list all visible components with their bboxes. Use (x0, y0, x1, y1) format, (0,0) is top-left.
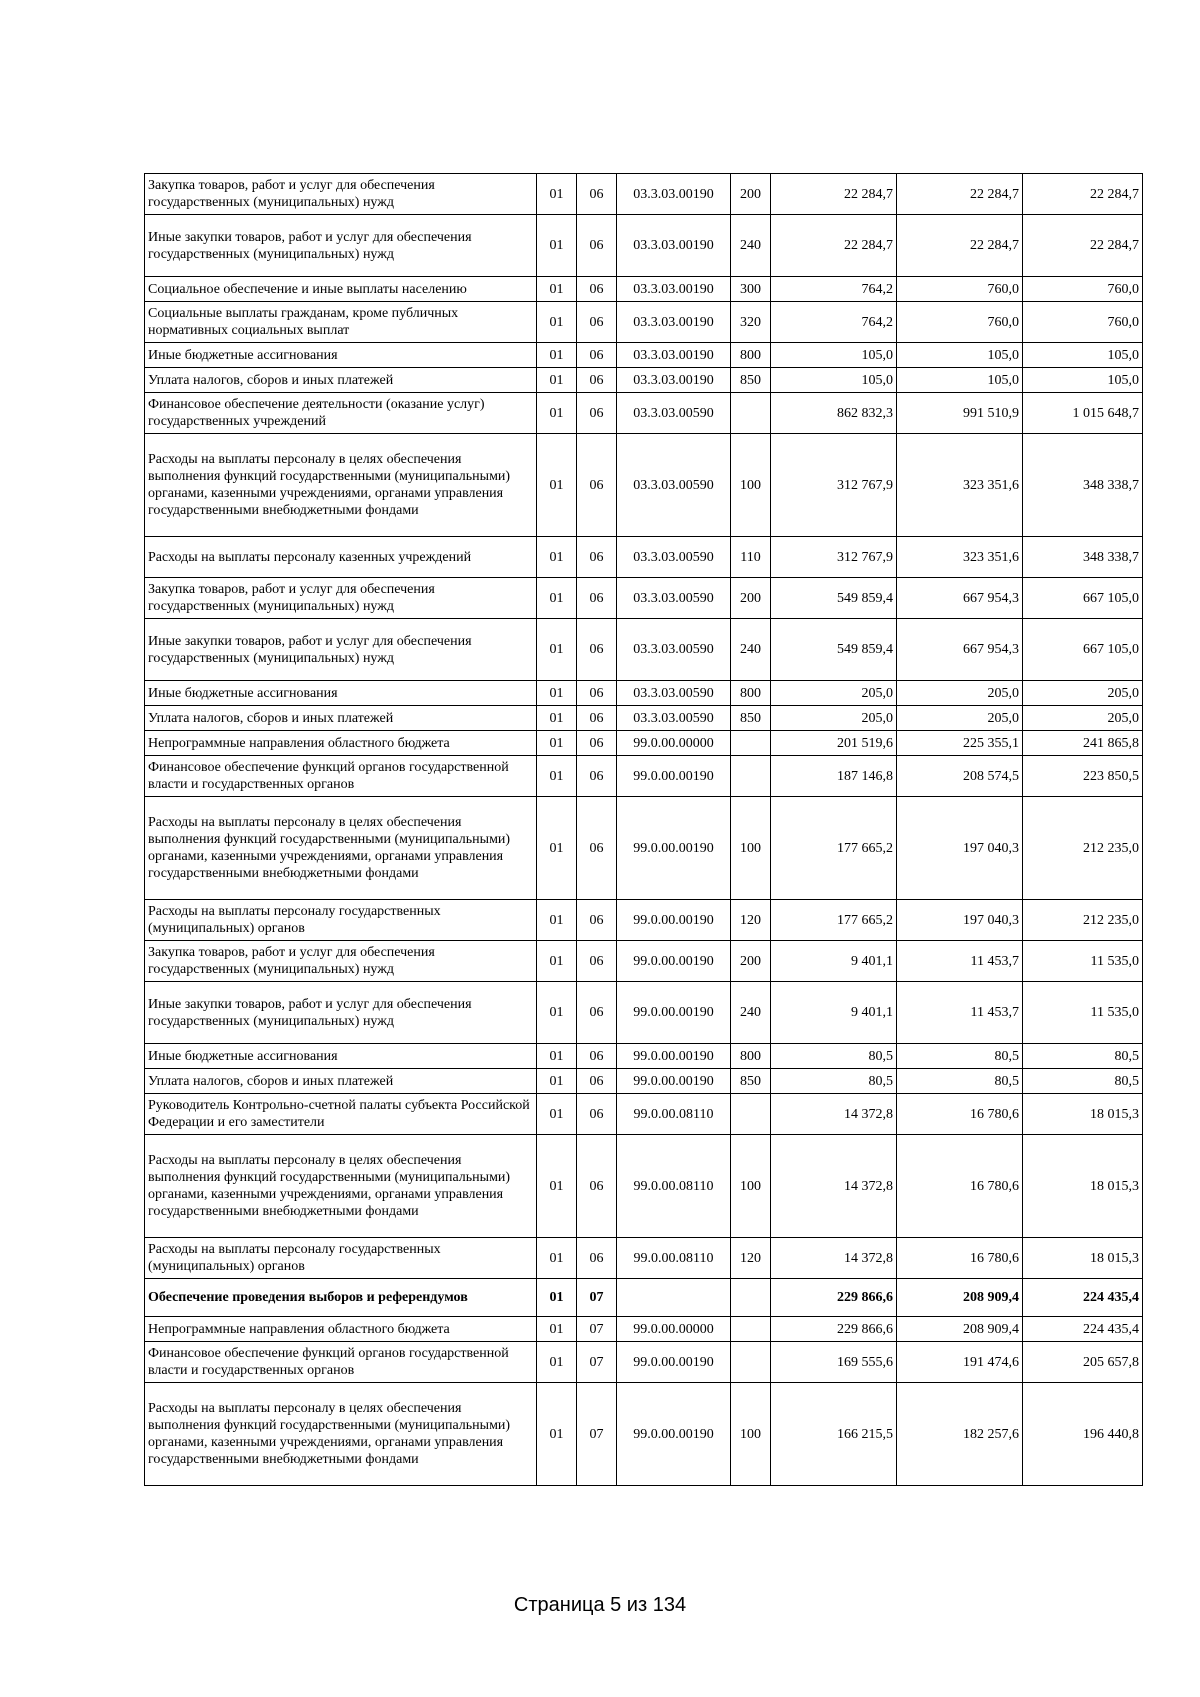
cell-amount-year-1: 105,0 (771, 343, 897, 368)
cell-amount-year-3: 205 657,8 (1023, 1342, 1143, 1383)
cell-amount-year-2: 225 355,1 (897, 731, 1023, 756)
cell-expense-type: 100 (731, 1383, 771, 1486)
cell-amount-year-3: 22 284,7 (1023, 174, 1143, 215)
cell-amount-year-1: 14 372,8 (771, 1094, 897, 1135)
cell-amount-year-2: 760,0 (897, 302, 1023, 343)
cell-subsection: 06 (577, 941, 617, 982)
cell-expense-type: 120 (731, 900, 771, 941)
cell-subsection: 06 (577, 393, 617, 434)
cell-amount-year-2: 105,0 (897, 368, 1023, 393)
cell-expense-type: 800 (731, 343, 771, 368)
cell-amount-year-3: 760,0 (1023, 277, 1143, 302)
cell-target-article: 03.3.03.00190 (617, 343, 731, 368)
cell-amount-year-1: 205,0 (771, 706, 897, 731)
cell-name: Закупка товаров, работ и услуг для обеспечения государственных (муниципальных) нужд (145, 578, 537, 619)
cell-expense-type (731, 731, 771, 756)
cell-section: 01 (537, 756, 577, 797)
cell-amount-year-3: 18 015,3 (1023, 1094, 1143, 1135)
cell-amount-year-2: 208 909,4 (897, 1317, 1023, 1342)
cell-expense-type: 240 (731, 619, 771, 681)
cell-name: Социальное обеспечение и иные выплаты населению (145, 277, 537, 302)
cell-expense-type: 200 (731, 174, 771, 215)
cell-amount-year-2: 205,0 (897, 681, 1023, 706)
cell-expense-type: 200 (731, 941, 771, 982)
cell-amount-year-2: 197 040,3 (897, 797, 1023, 900)
cell-target-article: 99.0.00.08110 (617, 1238, 731, 1279)
cell-section: 01 (537, 302, 577, 343)
cell-amount-year-3: 105,0 (1023, 343, 1143, 368)
cell-amount-year-1: 14 372,8 (771, 1135, 897, 1238)
cell-amount-year-1: 229 866,6 (771, 1279, 897, 1317)
cell-section: 01 (537, 900, 577, 941)
cell-expense-type: 320 (731, 302, 771, 343)
budget-table (144, 173, 1143, 1486)
cell-amount-year-2: 16 780,6 (897, 1094, 1023, 1135)
cell-section: 01 (537, 277, 577, 302)
cell-amount-year-1: 80,5 (771, 1044, 897, 1069)
cell-target-article: 03.3.03.00190 (617, 368, 731, 393)
cell-name: Закупка товаров, работ и услуг для обеспечения государственных (муниципальных) нужд (145, 174, 537, 215)
cell-target-article: 03.3.03.00190 (617, 174, 731, 215)
cell-section: 01 (537, 1069, 577, 1094)
cell-target-article: 03.3.03.00590 (617, 681, 731, 706)
cell-section: 01 (537, 1317, 577, 1342)
cell-amount-year-1: 862 832,3 (771, 393, 897, 434)
cell-amount-year-2: 80,5 (897, 1044, 1023, 1069)
cell-expense-type: 110 (731, 537, 771, 578)
table-row (145, 537, 1143, 578)
cell-subsection: 06 (577, 731, 617, 756)
cell-amount-year-3: 18 015,3 (1023, 1135, 1143, 1238)
cell-amount-year-2: 11 453,7 (897, 941, 1023, 982)
table-row (145, 434, 1143, 537)
cell-amount-year-2: 208 574,5 (897, 756, 1023, 797)
cell-amount-year-1: 9 401,1 (771, 982, 897, 1044)
table-row (145, 393, 1143, 434)
cell-amount-year-2: 667 954,3 (897, 578, 1023, 619)
cell-amount-year-1: 205,0 (771, 681, 897, 706)
table-row (145, 1279, 1143, 1317)
table-row (145, 1044, 1143, 1069)
cell-section: 01 (537, 343, 577, 368)
cell-amount-year-3: 760,0 (1023, 302, 1143, 343)
cell-amount-year-1: 187 146,8 (771, 756, 897, 797)
cell-name: Обеспечение проведения выборов и референдумов (145, 1279, 537, 1317)
cell-amount-year-1: 764,2 (771, 302, 897, 343)
table-row (145, 797, 1143, 900)
cell-expense-type: 100 (731, 797, 771, 900)
cell-target-article: 99.0.00.00190 (617, 1342, 731, 1383)
cell-amount-year-2: 667 954,3 (897, 619, 1023, 681)
cell-amount-year-3: 667 105,0 (1023, 578, 1143, 619)
cell-section: 01 (537, 1342, 577, 1383)
cell-subsection: 06 (577, 1044, 617, 1069)
cell-amount-year-3: 212 235,0 (1023, 797, 1143, 900)
cell-subsection: 06 (577, 797, 617, 900)
cell-section: 01 (537, 731, 577, 756)
cell-section: 01 (537, 681, 577, 706)
cell-amount-year-1: 177 665,2 (771, 797, 897, 900)
table-row (145, 277, 1143, 302)
cell-expense-type (731, 1279, 771, 1317)
cell-amount-year-1: 169 555,6 (771, 1342, 897, 1383)
cell-section: 01 (537, 1238, 577, 1279)
cell-subsection: 06 (577, 1238, 617, 1279)
cell-subsection: 07 (577, 1342, 617, 1383)
cell-subsection: 06 (577, 1094, 617, 1135)
cell-section: 01 (537, 1094, 577, 1135)
cell-name: Непрограммные направления областного бюджета (145, 731, 537, 756)
cell-amount-year-2: 191 474,6 (897, 1342, 1023, 1383)
cell-expense-type: 100 (731, 434, 771, 537)
cell-expense-type (731, 756, 771, 797)
table-row (145, 343, 1143, 368)
cell-subsection: 07 (577, 1317, 617, 1342)
cell-expense-type: 240 (731, 215, 771, 277)
cell-amount-year-1: 229 866,6 (771, 1317, 897, 1342)
cell-target-article: 03.3.03.00590 (617, 393, 731, 434)
cell-amount-year-1: 549 859,4 (771, 578, 897, 619)
cell-target-article: 03.3.03.00590 (617, 578, 731, 619)
cell-amount-year-2: 16 780,6 (897, 1135, 1023, 1238)
cell-section: 01 (537, 174, 577, 215)
cell-subsection: 06 (577, 706, 617, 731)
cell-section: 01 (537, 619, 577, 681)
cell-amount-year-3: 348 338,7 (1023, 434, 1143, 537)
cell-target-article (617, 1279, 731, 1317)
cell-name: Уплата налогов, сборов и иных платежей (145, 1069, 537, 1094)
cell-name: Расходы на выплаты персоналу в целях обеспечения выполнения функций государственными (муниципальными) органами, казенными учреждениями, органами управления государственными внебюджетными фондами (145, 797, 537, 900)
cell-section: 01 (537, 1044, 577, 1069)
cell-section: 01 (537, 215, 577, 277)
cell-amount-year-1: 105,0 (771, 368, 897, 393)
cell-section: 01 (537, 393, 577, 434)
cell-expense-type: 120 (731, 1238, 771, 1279)
cell-amount-year-2: 208 909,4 (897, 1279, 1023, 1317)
cell-amount-year-3: 105,0 (1023, 368, 1143, 393)
cell-amount-year-1: 22 284,7 (771, 174, 897, 215)
table-body (145, 174, 1143, 1486)
cell-subsection: 06 (577, 756, 617, 797)
cell-amount-year-3: 22 284,7 (1023, 215, 1143, 277)
cell-subsection: 06 (577, 215, 617, 277)
cell-target-article: 99.0.00.00190 (617, 797, 731, 900)
cell-name: Руководитель Контрольно-счетной палаты субъекта Российской Федерации и его заместители (145, 1094, 537, 1135)
table-row (145, 174, 1143, 215)
cell-section: 01 (537, 537, 577, 578)
cell-subsection: 06 (577, 368, 617, 393)
table-row (145, 215, 1143, 277)
table-row (145, 1135, 1143, 1238)
cell-name: Финансовое обеспечение функций органов государственной власти и государственных органов (145, 756, 537, 797)
cell-section: 01 (537, 368, 577, 393)
cell-target-article: 99.0.00.00190 (617, 756, 731, 797)
table-row (145, 1094, 1143, 1135)
cell-amount-year-3: 196 440,8 (1023, 1383, 1143, 1486)
cell-target-article: 03.3.03.00590 (617, 537, 731, 578)
cell-expense-type: 100 (731, 1135, 771, 1238)
cell-section: 01 (537, 578, 577, 619)
cell-subsection: 06 (577, 1135, 617, 1238)
cell-subsection: 06 (577, 982, 617, 1044)
cell-expense-type (731, 1342, 771, 1383)
cell-name: Непрограммные направления областного бюджета (145, 1317, 537, 1342)
cell-amount-year-1: 201 519,6 (771, 731, 897, 756)
cell-name: Расходы на выплаты персоналу государственных (муниципальных) органов (145, 900, 537, 941)
cell-amount-year-2: 991 510,9 (897, 393, 1023, 434)
cell-name: Уплата налогов, сборов и иных платежей (145, 706, 537, 731)
cell-amount-year-3: 348 338,7 (1023, 537, 1143, 578)
cell-name: Расходы на выплаты персоналу казенных учреждений (145, 537, 537, 578)
cell-amount-year-3: 241 865,8 (1023, 731, 1143, 756)
cell-target-article: 03.3.03.00590 (617, 434, 731, 537)
cell-amount-year-3: 223 850,5 (1023, 756, 1143, 797)
cell-target-article: 03.3.03.00590 (617, 619, 731, 681)
page-footer: Страница 5 из 134 (513, 1594, 687, 1616)
cell-subsection: 06 (577, 619, 617, 681)
cell-amount-year-3: 11 535,0 (1023, 941, 1143, 982)
cell-amount-year-1: 312 767,9 (771, 434, 897, 537)
table-row (145, 900, 1143, 941)
cell-amount-year-3: 205,0 (1023, 706, 1143, 731)
cell-amount-year-3: 1 015 648,7 (1023, 393, 1143, 434)
cell-target-article: 03.3.03.00190 (617, 302, 731, 343)
cell-subsection: 06 (577, 174, 617, 215)
cell-name: Иные закупки товаров, работ и услуг для обеспечения государственных (муниципальных) нужд (145, 982, 537, 1044)
cell-amount-year-2: 80,5 (897, 1069, 1023, 1094)
cell-amount-year-3: 224 435,4 (1023, 1279, 1143, 1317)
cell-name: Расходы на выплаты персоналу государственных (муниципальных) органов (145, 1238, 537, 1279)
table-row (145, 681, 1143, 706)
cell-amount-year-3: 11 535,0 (1023, 982, 1143, 1044)
cell-target-article: 03.3.03.00190 (617, 215, 731, 277)
cell-target-article: 99.0.00.00190 (617, 900, 731, 941)
cell-section: 01 (537, 1383, 577, 1486)
cell-name: Иные бюджетные ассигнования (145, 343, 537, 368)
cell-amount-year-1: 80,5 (771, 1069, 897, 1094)
cell-name: Финансовое обеспечение деятельности (оказание услуг) государственных учреждений (145, 393, 537, 434)
cell-target-article: 99.0.00.00190 (617, 1044, 731, 1069)
cell-expense-type (731, 393, 771, 434)
cell-expense-type (731, 1317, 771, 1342)
cell-amount-year-2: 22 284,7 (897, 174, 1023, 215)
cell-name: Иные закупки товаров, работ и услуг для обеспечения государственных (муниципальных) нужд (145, 619, 537, 681)
cell-subsection: 06 (577, 343, 617, 368)
cell-section: 01 (537, 434, 577, 537)
cell-amount-year-2: 323 351,6 (897, 434, 1023, 537)
cell-name: Финансовое обеспечение функций органов государственной власти и государственных органов (145, 1342, 537, 1383)
table-row (145, 756, 1143, 797)
cell-amount-year-1: 764,2 (771, 277, 897, 302)
table-row (145, 1238, 1143, 1279)
cell-subsection: 06 (577, 681, 617, 706)
cell-amount-year-2: 11 453,7 (897, 982, 1023, 1044)
cell-subsection: 06 (577, 302, 617, 343)
cell-target-article: 99.0.00.00190 (617, 1069, 731, 1094)
cell-section: 01 (537, 706, 577, 731)
cell-section: 01 (537, 941, 577, 982)
cell-expense-type: 850 (731, 706, 771, 731)
cell-amount-year-1: 22 284,7 (771, 215, 897, 277)
table-row (145, 1069, 1143, 1094)
cell-amount-year-3: 18 015,3 (1023, 1238, 1143, 1279)
cell-amount-year-2: 22 284,7 (897, 215, 1023, 277)
cell-name: Закупка товаров, работ и услуг для обеспечения государственных (муниципальных) нужд (145, 941, 537, 982)
table-row (145, 1342, 1143, 1383)
table-row (145, 1317, 1143, 1342)
cell-amount-year-3: 212 235,0 (1023, 900, 1143, 941)
cell-expense-type: 800 (731, 1044, 771, 1069)
cell-expense-type (731, 1094, 771, 1135)
cell-amount-year-2: 197 040,3 (897, 900, 1023, 941)
cell-name: Расходы на выплаты персоналу в целях обеспечения выполнения функций государственными (муниципальными) органами, казенными учреждениями, органами управления государственными внебюджетными фондами (145, 434, 537, 537)
cell-amount-year-3: 80,5 (1023, 1069, 1143, 1094)
table-row (145, 368, 1143, 393)
cell-target-article: 03.3.03.00190 (617, 277, 731, 302)
cell-amount-year-3: 667 105,0 (1023, 619, 1143, 681)
cell-amount-year-1: 14 372,8 (771, 1238, 897, 1279)
cell-amount-year-1: 9 401,1 (771, 941, 897, 982)
cell-name: Расходы на выплаты персоналу в целях обеспечения выполнения функций государственными (муниципальными) органами, казенными учреждениями, органами управления государственными внебюджетными фондами (145, 1383, 537, 1486)
cell-subsection: 06 (577, 578, 617, 619)
table-row (145, 578, 1143, 619)
cell-subsection: 06 (577, 277, 617, 302)
cell-name: Иные закупки товаров, работ и услуг для обеспечения государственных (муниципальных) нужд (145, 215, 537, 277)
cell-subsection: 06 (577, 434, 617, 537)
cell-target-article: 99.0.00.00000 (617, 1317, 731, 1342)
cell-expense-type: 200 (731, 578, 771, 619)
cell-subsection: 07 (577, 1279, 617, 1317)
table-row (145, 731, 1143, 756)
cell-amount-year-1: 177 665,2 (771, 900, 897, 941)
cell-amount-year-1: 312 767,9 (771, 537, 897, 578)
cell-target-article: 99.0.00.00190 (617, 982, 731, 1044)
cell-target-article: 99.0.00.00190 (617, 1383, 731, 1486)
cell-expense-type: 240 (731, 982, 771, 1044)
cell-expense-type: 300 (731, 277, 771, 302)
cell-target-article: 99.0.00.00000 (617, 731, 731, 756)
cell-name: Социальные выплаты гражданам, кроме публичных нормативных социальных выплат (145, 302, 537, 343)
cell-amount-year-2: 205,0 (897, 706, 1023, 731)
cell-amount-year-1: 166 215,5 (771, 1383, 897, 1486)
cell-expense-type: 850 (731, 1069, 771, 1094)
cell-amount-year-2: 760,0 (897, 277, 1023, 302)
cell-name: Уплата налогов, сборов и иных платежей (145, 368, 537, 393)
cell-amount-year-2: 182 257,6 (897, 1383, 1023, 1486)
cell-target-article: 99.0.00.08110 (617, 1135, 731, 1238)
cell-amount-year-2: 16 780,6 (897, 1238, 1023, 1279)
cell-target-article: 03.3.03.00590 (617, 706, 731, 731)
table-row (145, 619, 1143, 681)
cell-amount-year-3: 205,0 (1023, 681, 1143, 706)
cell-name: Расходы на выплаты персоналу в целях обеспечения выполнения функций государственными (муниципальными) органами, казенными учреждениями, органами управления государственными внебюджетными фондами (145, 1135, 537, 1238)
table-row (145, 1383, 1143, 1486)
cell-subsection: 06 (577, 900, 617, 941)
cell-subsection: 06 (577, 537, 617, 578)
cell-section: 01 (537, 982, 577, 1044)
cell-target-article: 99.0.00.00190 (617, 941, 731, 982)
table-row (145, 941, 1143, 982)
cell-section: 01 (537, 797, 577, 900)
cell-expense-type: 800 (731, 681, 771, 706)
cell-amount-year-3: 224 435,4 (1023, 1317, 1143, 1342)
table-row (145, 982, 1143, 1044)
cell-amount-year-3: 80,5 (1023, 1044, 1143, 1069)
cell-subsection: 06 (577, 1069, 617, 1094)
cell-expense-type: 850 (731, 368, 771, 393)
cell-name: Иные бюджетные ассигнования (145, 681, 537, 706)
cell-amount-year-2: 323 351,6 (897, 537, 1023, 578)
cell-amount-year-2: 105,0 (897, 343, 1023, 368)
table-row (145, 302, 1143, 343)
table-row (145, 706, 1143, 731)
cell-section: 01 (537, 1279, 577, 1317)
cell-section: 01 (537, 1135, 577, 1238)
cell-target-article: 99.0.00.08110 (617, 1094, 731, 1135)
cell-amount-year-1: 549 859,4 (771, 619, 897, 681)
cell-name: Иные бюджетные ассигнования (145, 1044, 537, 1069)
cell-subsection: 07 (577, 1383, 617, 1486)
